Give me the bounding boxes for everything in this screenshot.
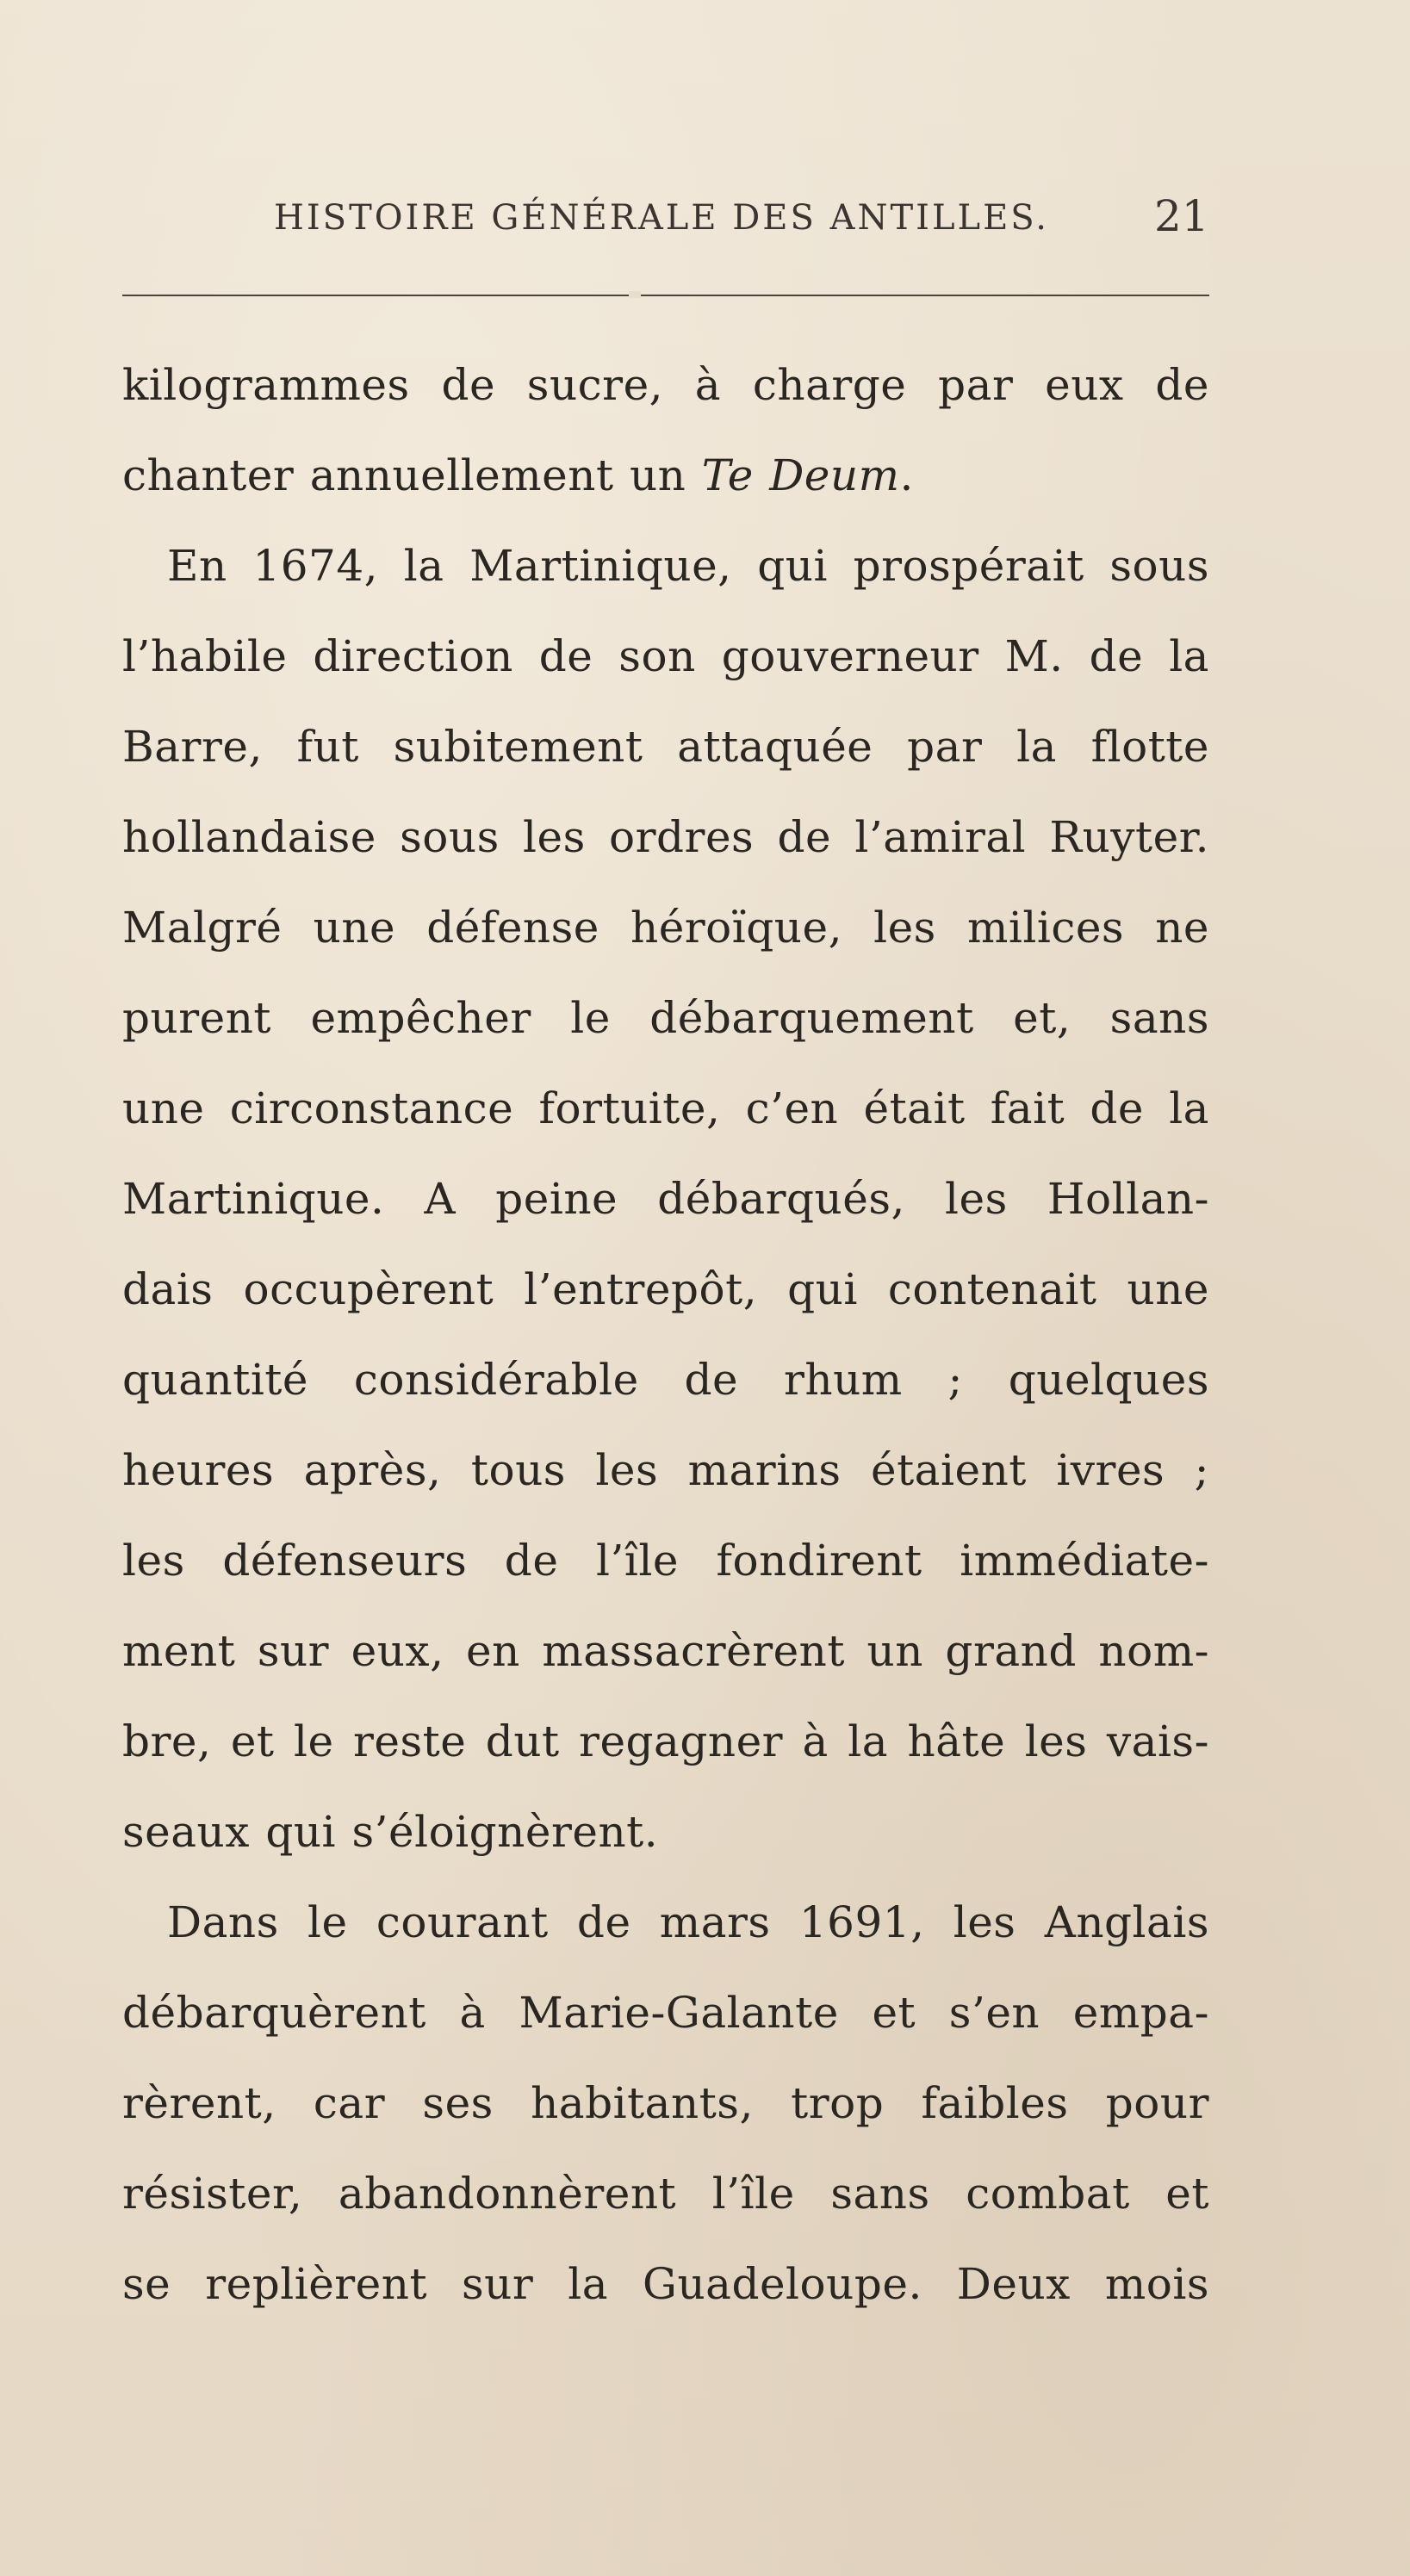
text-line-5: Barre, fut subitement attaquée par la flotte [122, 722, 1209, 772]
page-number: 21 [1154, 191, 1209, 241]
body-text [122, 340, 1209, 2330]
te-deum-italic: Te Deum [701, 450, 900, 500]
text-line-2-pre: chanter annuellement un [122, 450, 702, 500]
text-line-15: ment sur eux, en massacrèrent un grand nom- [122, 1626, 1209, 1676]
text-line-12: quantité considérable de rhum ; quelques [122, 1355, 1209, 1405]
running-title: HISTOIRE GÉNÉRALE DES ANTILLES. [274, 198, 1049, 238]
text-line-22: se replièrent sur la Guadeloupe. Deux mois [122, 2259, 1209, 2309]
text-line-13: heures après, tous les marins étaient ivres ; [122, 1445, 1209, 1495]
text-line-2-post: . [899, 450, 914, 500]
text-line-14: les défenseurs de l’île fondirent immédiate- [122, 1536, 1209, 1586]
text-line-7: Malgré une défense héroïque, les milices ne [122, 903, 1209, 953]
text-line-10: Martinique. A peine débarqués, les Hollan- [122, 1174, 1209, 1224]
text-line-16: bre, et le reste dut regagner à la hâte les vais- [122, 1716, 1209, 1766]
text-line-17: seaux qui s’éloignèrent. [122, 1807, 659, 1857]
running-head [0, 191, 1410, 251]
text-line-8: purent empêcher le débarquement et, sans [122, 993, 1209, 1043]
text-line-9: une circonstance fortuite, c’en était fait de la [122, 1083, 1209, 1133]
text-line-21: résister, abandonnèrent l’île sans combat et [122, 2169, 1209, 2219]
text-line-2 [122, 431, 1209, 521]
header-rule [122, 295, 1209, 296]
text-line-19: débarquèrent à Marie-Galante et s’en empa- [122, 1988, 1209, 2038]
text-line-18: Dans le courant de mars 1691, les Anglais [167, 1897, 1209, 1947]
text-line-4: l’habile direction de son gouverneur M. de la [122, 631, 1209, 681]
text-line-1: kilogrammes de sucre, à charge par eux de [122, 360, 1209, 410]
text-line-6: hollandaise sous les ordres de l’amiral Ruyter. [122, 812, 1209, 862]
text-line-3: En 1674, la Martinique, qui prospérait sous [167, 541, 1209, 591]
header-rule-gap [629, 291, 641, 298]
text-line-20: rèrent, car ses habitants, trop faibles pour [122, 2078, 1209, 2128]
text-line-11: dais occupèrent l’entrepôt, qui contenait une [122, 1264, 1209, 1314]
